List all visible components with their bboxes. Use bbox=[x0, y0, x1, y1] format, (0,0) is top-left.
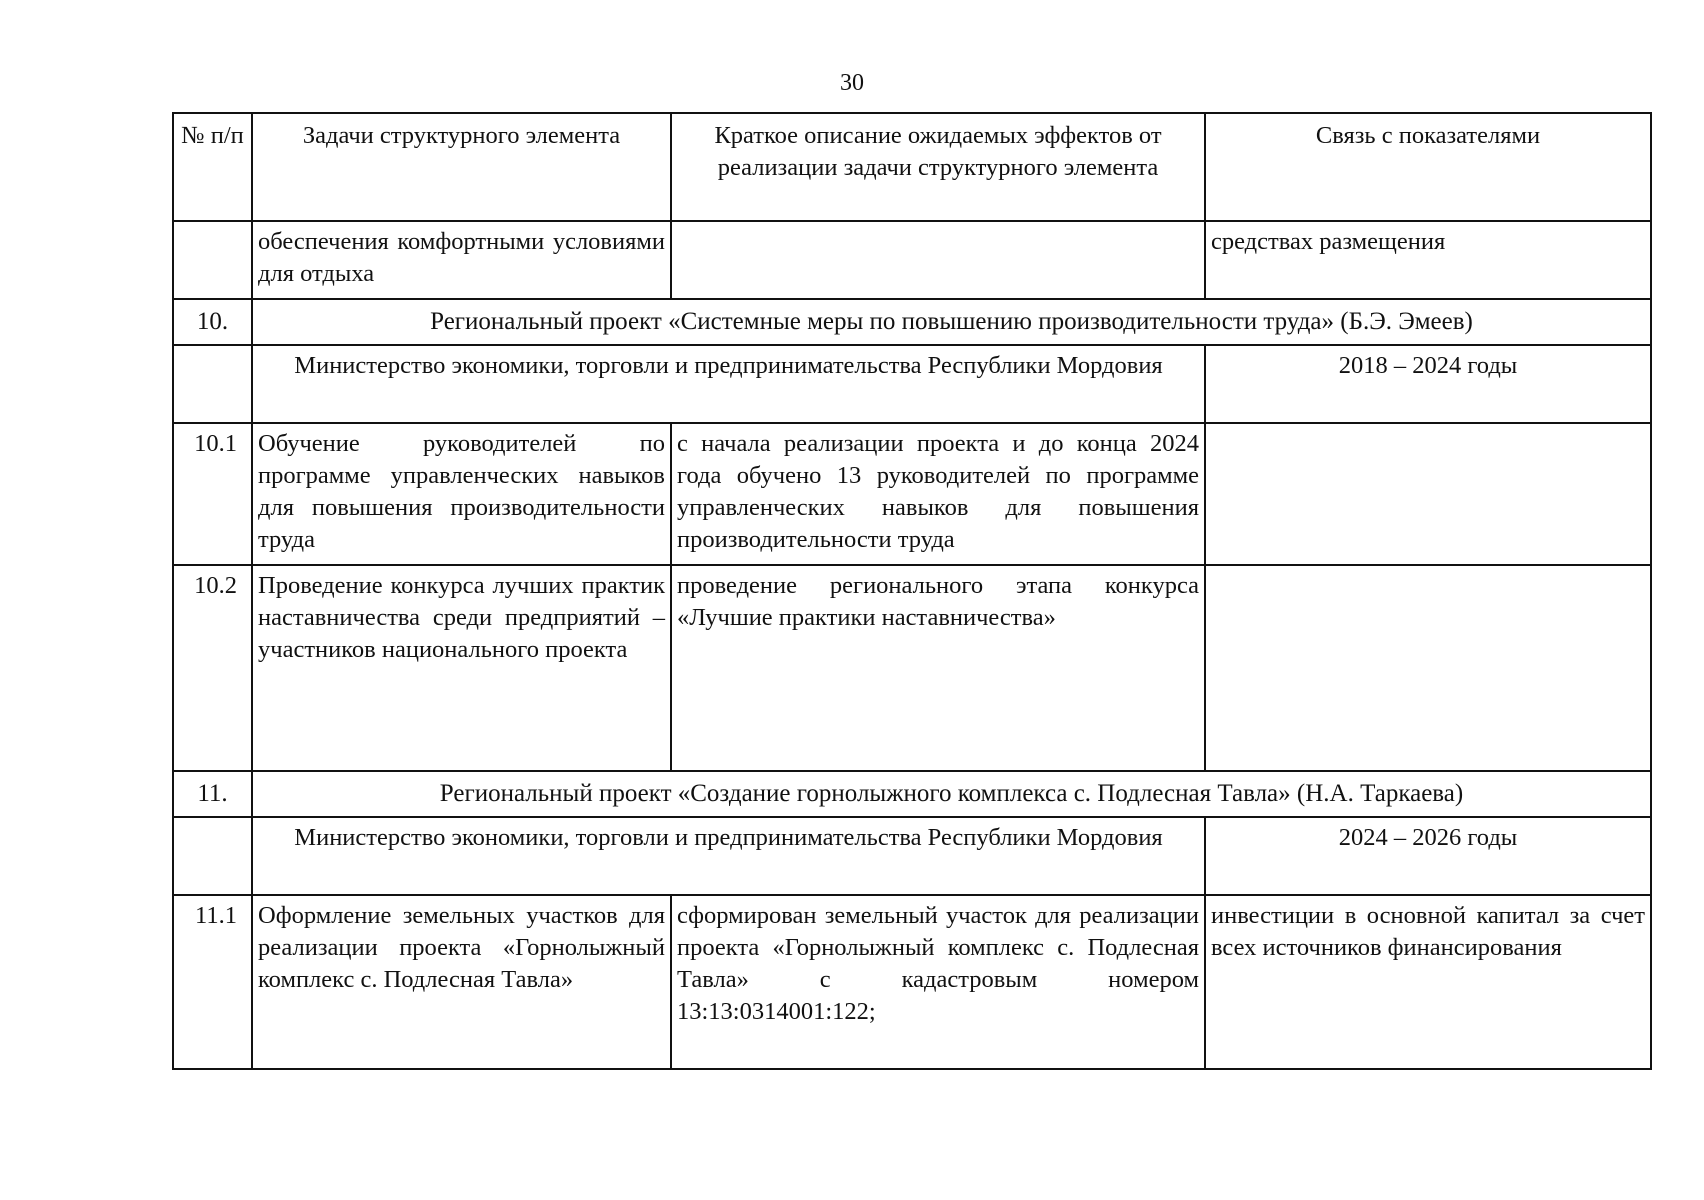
table-row bbox=[173, 423, 1651, 565]
table-row bbox=[173, 895, 1651, 1069]
project-header-row bbox=[173, 771, 1651, 817]
row-number: 10.2 bbox=[173, 565, 252, 771]
cell-effect: с начала реализации проекта и до конца 2024 года обучено 13 руководителей по программе управленческих навыков для повышения производительности труда bbox=[671, 423, 1205, 565]
cell-effect: проведение регионального этапа конкурса «Лучшие практики наставничества» bbox=[671, 565, 1205, 771]
project-number: 11. bbox=[173, 771, 252, 817]
table-row bbox=[173, 565, 1651, 771]
cell-effect: сформирован земельный участок для реализации проекта «Горнолыжный комплекс с. Подлесная Тавла» с кадастровым номером 13:13:0314001:122; bbox=[671, 895, 1205, 1069]
cell-link: инвестиции в основной капитал за счет всех источников финансирования bbox=[1205, 895, 1651, 1069]
project-responsible-row bbox=[173, 345, 1651, 423]
project-period: 2024 – 2026 годы bbox=[1205, 817, 1651, 895]
project-title: Региональный проект «Системные меры по повышению производительности труда» (Б.Э. Эмеев) bbox=[252, 299, 1651, 345]
project-ministry: Министерство экономики, торговли и предпринимательства Республики Мордовия bbox=[252, 345, 1205, 423]
cell-link bbox=[1205, 565, 1651, 771]
table-header-row bbox=[173, 113, 1651, 221]
cell-task: Проведение конкурса лучших практик наставничества среди предприятий – участников национального проекта bbox=[252, 565, 671, 771]
header-effect: Краткое описание ожидаемых эффектов от реализации задачи структурного элемента bbox=[671, 113, 1205, 221]
row-number: 10.1 bbox=[173, 423, 252, 565]
cell-num bbox=[173, 221, 252, 299]
row-number: 11.1 bbox=[173, 895, 252, 1069]
project-number: 10. bbox=[173, 299, 252, 345]
cell-num bbox=[173, 345, 252, 423]
header-task: Задачи структурного элемента bbox=[252, 113, 671, 221]
table-row bbox=[173, 221, 1651, 299]
cell-task: Обучение руководителей по программе управленческих навыков для повышения производительности труда bbox=[252, 423, 671, 565]
header-link: Связь с показателями bbox=[1205, 113, 1651, 221]
cell-task: обеспечения комфортными условиями для отдыха bbox=[252, 221, 671, 299]
cell-task: Оформление земельных участков для реализации проекта «Горнолыжный комплекс с. Подлесная Тавла» bbox=[252, 895, 671, 1069]
structural-elements-table bbox=[172, 112, 1652, 1070]
cell-link bbox=[1205, 423, 1651, 565]
page-number: 30 bbox=[840, 70, 864, 96]
project-header-row bbox=[173, 299, 1651, 345]
cell-num bbox=[173, 817, 252, 895]
project-ministry: Министерство экономики, торговли и предпринимательства Республики Мордовия bbox=[252, 817, 1205, 895]
cell-effect bbox=[671, 221, 1205, 299]
cell-link: средствах размещения bbox=[1205, 221, 1651, 299]
project-period: 2018 – 2024 годы bbox=[1205, 345, 1651, 423]
header-num: № п/п bbox=[173, 113, 252, 221]
project-title: Региональный проект «Создание горнолыжного комплекса с. Подлесная Тавла» (Н.А. Таркаева) bbox=[252, 771, 1651, 817]
project-responsible-row bbox=[173, 817, 1651, 895]
